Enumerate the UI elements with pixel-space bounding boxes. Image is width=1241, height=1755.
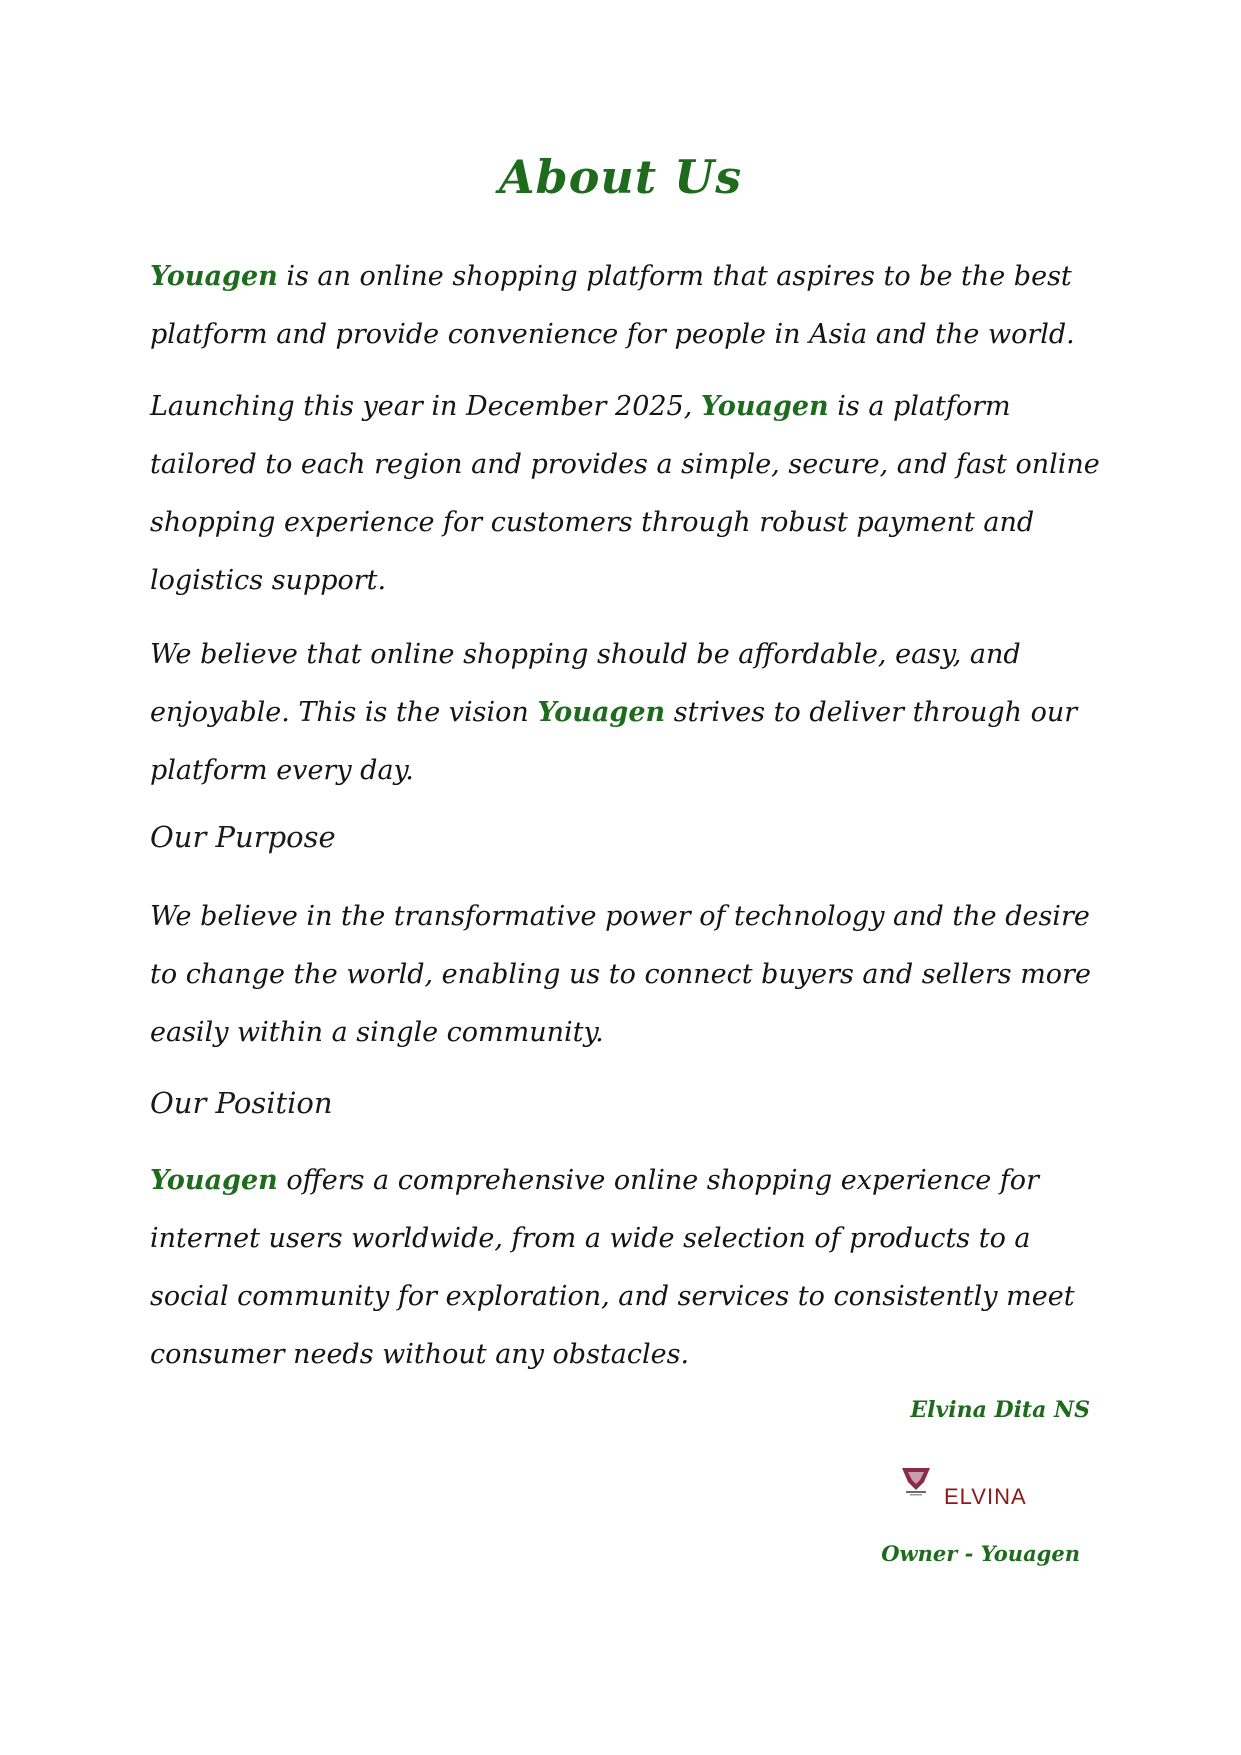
brand-name: Youagen: [537, 697, 666, 728]
signatory-name: Elvina Dita NS: [910, 1397, 1090, 1423]
position-paragraph: [150, 1152, 1100, 1384]
vision-text-before: We believe that online shopping should be affordable, easy, and enjoyable. This is the vision: [150, 639, 1021, 728]
launch-text-after: is a platform tailored to each region and provides a simple, secure, and fast online shopping experience for customers through robust payment and logistics support.: [150, 391, 1100, 596]
position-text: offers a comprehensive online shopping experience for internet users worldwide, from a wide selection of products to a social community for exploration, and services to consistently meet consumer needs without any obstacles.: [150, 1165, 1075, 1370]
signatory-role: Owner - Youagen: [881, 1541, 1080, 1566]
launch-text-before: Launching this year in December 2025,: [150, 391, 701, 422]
page-title: About Us: [498, 150, 743, 204]
purpose-paragraph: We believe in the transformative power of technology and the desire to change the world, enabling us to connect buyers and sellers more easily within a single community.: [150, 901, 1091, 1048]
brand-name: Youagen: [150, 1165, 278, 1196]
intro-paragraph: [150, 248, 1100, 364]
intro-text: is an online shopping platform that aspires to be the best platform and provide convenience for people in Asia and the world.: [150, 261, 1075, 350]
handwritten-signature: ELVINA: [944, 1484, 1027, 1509]
launch-paragraph: [150, 378, 1100, 610]
position-heading: Our Position: [150, 1086, 333, 1120]
brand-name: Youagen: [150, 261, 278, 292]
vision-paragraph: [150, 626, 1100, 800]
brand-name: Youagen: [700, 391, 829, 422]
brand-logo-icon: [898, 1462, 934, 1498]
vision-text-after: strives to deliver through our platform every day.: [150, 697, 1078, 786]
purpose-heading: Our Purpose: [150, 820, 336, 854]
